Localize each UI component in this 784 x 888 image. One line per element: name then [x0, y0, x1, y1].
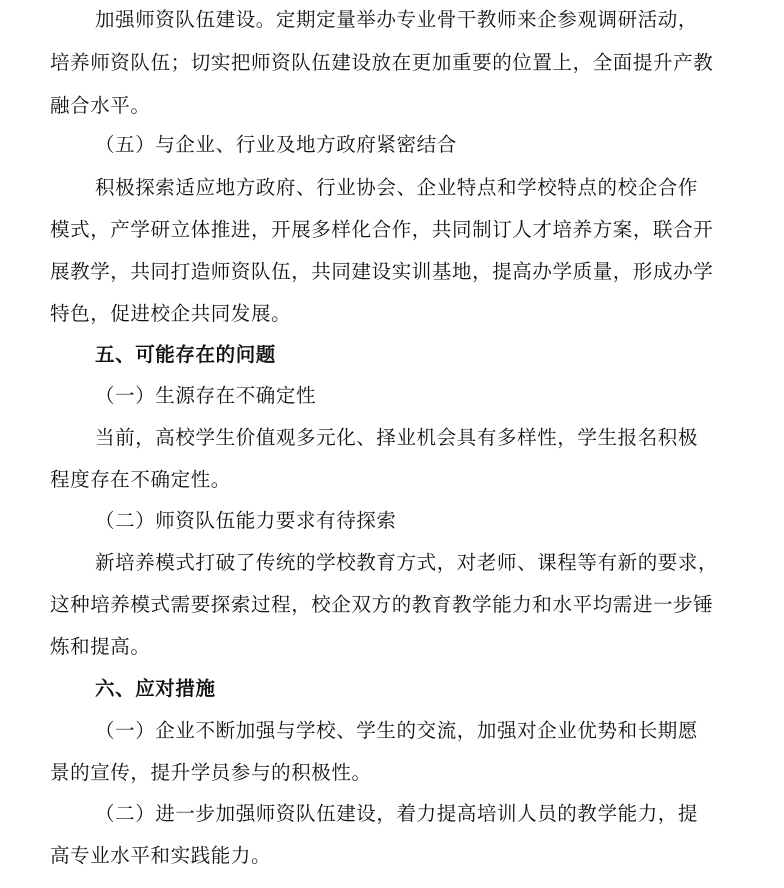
section-heading: 五、可能存在的问题	[95, 343, 276, 366]
text-line: 景的宣传，提升学员参与的积极性。	[50, 761, 372, 784]
text-line: 炼和提高。	[50, 635, 151, 658]
text-line: 融合水平。	[50, 94, 151, 117]
section-heading: 六、应对措施	[95, 677, 216, 700]
text-line: 这种培养模式需要探索过程，校企双方的教育教学能力和水平均需进一步锤	[50, 593, 714, 616]
text-line: 培养师资队伍；切实把师资队伍建设放在更加重要的位置上，全面提升产教	[50, 51, 714, 74]
text-line: 当前，高校学生价值观多元化、择业机会具有多样性，学生报名积极	[95, 426, 699, 449]
text-line: 特色，促进校企共同发展。	[50, 302, 292, 325]
section-subheading: （一）生源存在不确定性	[95, 384, 317, 407]
text-line: 加强师资队伍建设。定期定量举办专业骨干教师来企参观调研活动，	[95, 8, 699, 31]
text-line: （二）进一步加强师资队伍建设，着力提高培训人员的教学能力，提	[95, 802, 699, 825]
section-subheading: （五）与企业、行业及地方政府紧密结合	[95, 133, 457, 156]
text-line: 积极探索适应地方政府、行业协会、企业特点和学校特点的校企合作	[95, 176, 699, 199]
text-line: 模式，产学研立体推进，开展多样化合作，共同制订人才培养方案，联合开	[50, 218, 714, 241]
section-subheading: （二）师资队伍能力要求有待探索	[95, 509, 397, 532]
text-line: 新培养模式打破了传统的学校教育方式，对老师、课程等有新的要求，	[95, 551, 719, 574]
text-line: 程度存在不确定性。	[50, 468, 231, 491]
text-line: 高专业水平和实践能力。	[50, 844, 272, 867]
text-line: （一）企业不断加强与学校、学生的交流，加强对企业优势和长期愿	[95, 719, 699, 742]
text-line: 展教学，共同打造师资队伍，共同建设实训基地，提高办学质量，形成办学	[50, 260, 714, 283]
